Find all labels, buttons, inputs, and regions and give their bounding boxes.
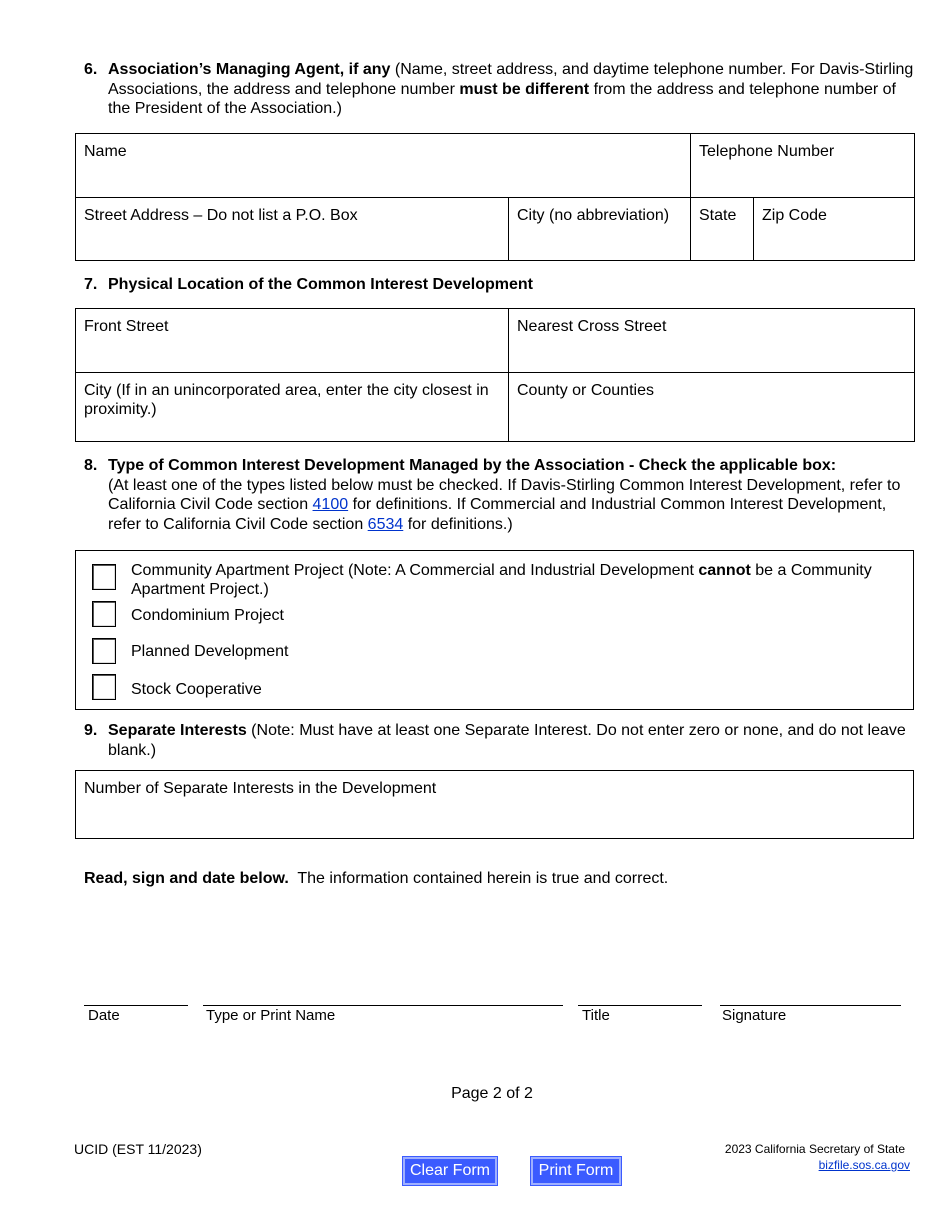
civil-code-6534-link[interactable]: 6534 — [367, 515, 404, 533]
front-street-input[interactable] — [84, 340, 500, 362]
section-title: Physical Location of the Common Interest Development — [108, 276, 533, 293]
section-6-heading — [84, 60, 914, 120]
print-form-button[interactable]: Print Form — [531, 1157, 621, 1185]
field-label: City (If in an unincorporated area, enter the city closest in proximity.) — [84, 382, 489, 418]
bizfile-link[interactable]: bizfile.sos.ca.gov — [818, 1158, 910, 1172]
agent-telephone-input[interactable] — [699, 165, 906, 187]
section-number: 9. — [84, 722, 98, 739]
section-number: 8. — [84, 457, 98, 474]
signature-statement: Read, sign and date below. The information contained herein is true and correct. — [84, 870, 669, 887]
agent-zip-input[interactable] — [762, 229, 906, 251]
separate-interests-cell — [76, 771, 914, 839]
field-label: City (no abbreviation) — [517, 207, 670, 224]
date-line[interactable] — [84, 1005, 188, 1006]
page-number: Page 2 of 2 — [451, 1085, 533, 1102]
print-name-line[interactable] — [203, 1005, 563, 1006]
civil-code-4100-link[interactable]: 4100 — [312, 496, 349, 513]
agent-state-input[interactable] — [699, 229, 745, 251]
agent-city-cell — [509, 198, 691, 261]
county-input[interactable] — [517, 404, 906, 426]
section-8-heading — [84, 456, 914, 536]
stock-cooperative-checkbox[interactable] — [92, 674, 116, 700]
option-label: Community Apartment Project (Note: A Commercial and Industrial Development cannot be a Community Apartment Project.) — [131, 562, 872, 598]
print-name-label: Type or Print Name — [206, 1007, 336, 1024]
field-label: Name — [84, 143, 127, 160]
signature-line[interactable] — [720, 1005, 901, 1006]
section-number: 7. — [84, 276, 98, 293]
agent-state-cell — [691, 198, 754, 261]
cross-street-cell — [509, 309, 915, 373]
county-cell — [509, 373, 915, 442]
field-label: Street Address – Do not list a P.O. Box — [84, 207, 358, 224]
clear-form-button[interactable]: Clear Form — [403, 1157, 497, 1185]
section-9-heading — [84, 721, 918, 761]
agent-name-cell — [76, 134, 691, 198]
field-label: Number of Separate Interests in the Development — [84, 780, 437, 797]
front-street-cell — [76, 309, 509, 373]
field-label: Zip Code — [762, 207, 827, 224]
separate-interests-table — [75, 770, 914, 839]
field-label: Nearest Cross Street — [517, 318, 667, 335]
form-id: UCID (EST 11/2023) — [74, 1141, 202, 1157]
section-title: Type of Common Interest Development Managed by the Association - Check the applicable box: — [108, 457, 837, 474]
development-type-box — [75, 550, 914, 710]
section-7-heading — [84, 275, 914, 295]
agent-name-input[interactable] — [84, 165, 682, 187]
copyright: 2023 California Secretary of State — [724, 1142, 905, 1156]
field-label: State — [699, 207, 737, 224]
agent-telephone-cell — [691, 134, 915, 198]
agent-street-input[interactable] — [84, 229, 500, 251]
planned-development-checkbox[interactable] — [92, 638, 116, 664]
section-6-text: Association’s Managing Agent, if any (Name, street address, and daytime telephone number. For Davis-Stirling Associations, the address and telephone number must be different from the address and telephone number of the President of the Association.) — [108, 61, 914, 117]
section-title: Separate Interests — [108, 722, 247, 739]
agent-street-cell — [76, 198, 509, 261]
title-line[interactable] — [578, 1005, 702, 1006]
physical-location-table — [75, 308, 915, 442]
field-label: County or Counties — [517, 382, 654, 399]
section-9-text: Separate Interests (Note: Must have at least one Separate Interest. Do not enter zero or none, and do not leave blank.) — [108, 722, 906, 759]
section-title: Association’s Managing Agent, if any — [108, 61, 391, 78]
option-label: Planned Development — [131, 643, 289, 660]
condominium-checkbox[interactable] — [92, 601, 116, 627]
location-city-input[interactable] — [84, 423, 500, 441]
signature-label: Signature — [722, 1007, 787, 1024]
separate-interests-input[interactable] — [84, 802, 905, 824]
option-label: Condominium Project — [131, 607, 284, 624]
cross-street-input[interactable] — [517, 340, 906, 362]
section-8-text: Type of Common Interest Development Managed by the Association - Check the applicable box: (At least one of the types listed below must be checked. If Davis-Stirling Common Interest Development, refer to California Civil Code section 4100 for definitions. If Commercial and Industrial Common Interest Development, refer to California Civil Code section 6534 for definitions.) — [108, 457, 901, 533]
agent-zip-cell — [754, 198, 915, 261]
section-number: 6. — [84, 61, 98, 78]
option-label: Stock Cooperative — [131, 681, 262, 698]
community-apartment-checkbox[interactable] — [92, 564, 116, 590]
field-label: Front Street — [84, 318, 169, 335]
agent-city-input[interactable] — [517, 229, 682, 251]
location-city-cell — [76, 373, 509, 442]
date-label: Date — [88, 1007, 120, 1024]
managing-agent-table — [75, 133, 915, 261]
field-label: Telephone Number — [699, 143, 835, 160]
title-label: Title — [582, 1007, 610, 1024]
